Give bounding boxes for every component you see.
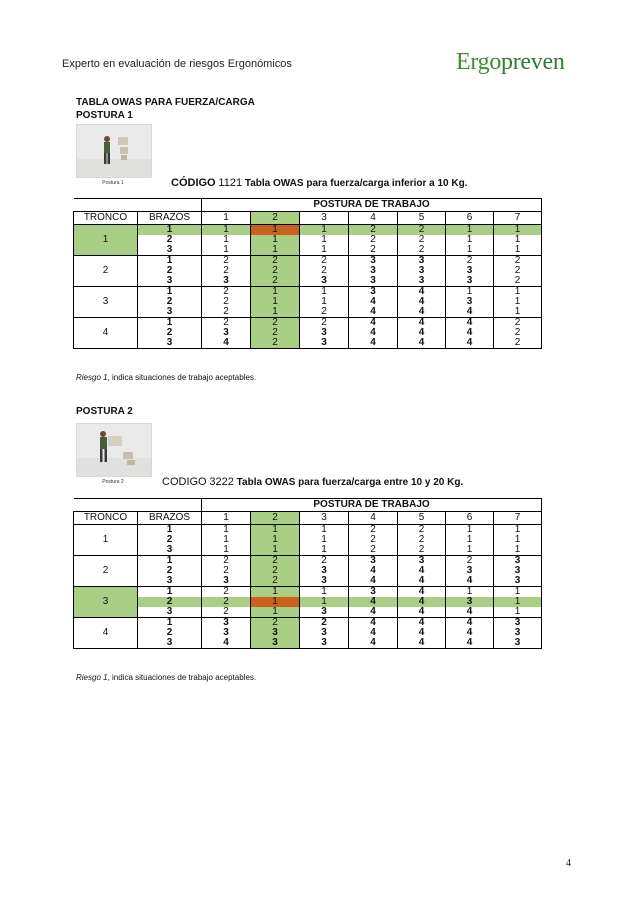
section1-code-line (171, 177, 468, 189)
risk-value-cell: 3 (202, 628, 251, 638)
worker-lifting-icon (77, 424, 151, 476)
risk-value-cell: 1 (300, 587, 349, 598)
brazo-cell: 2 (138, 597, 202, 607)
risk-value-cell: 1 (202, 535, 251, 545)
brazos-header: BRAZOS (138, 212, 202, 225)
risk-value-cell: 1 (494, 525, 542, 536)
risk-value-cell: 3 (398, 266, 446, 276)
ergopreven-logo (456, 49, 565, 76)
risk-value-cell: 2 (494, 256, 542, 267)
risk-value-cell: 4 (349, 338, 398, 349)
risk-value-cell: 1 (251, 535, 300, 545)
risk-value-cell: 1 (446, 235, 494, 245)
brazo-cell: 2 (138, 566, 202, 576)
risk-value-cell: 2 (398, 235, 446, 245)
tronco-cell: 3 (74, 287, 138, 318)
postura2-photo (76, 423, 152, 477)
risk-value-cell: 4 (398, 566, 446, 576)
risk-value-cell: 3 (398, 256, 446, 267)
brazo-cell: 3 (138, 276, 202, 287)
risk-value-cell: 1 (446, 545, 494, 556)
brazo-cell: 3 (138, 338, 202, 349)
risk-value-cell: 4 (349, 618, 398, 629)
risk-value-cell: 2 (251, 276, 300, 287)
risk-value-cell: 1 (300, 225, 349, 236)
risk-value-cell: 4 (446, 607, 494, 618)
postura-col-header: 1 (202, 212, 251, 225)
postura-col-header: 2 (251, 212, 300, 225)
section2-code-number: 3222 (209, 476, 234, 488)
postura1-photo-caption: Postura 1 (102, 180, 124, 186)
risk-value-cell: 1 (494, 297, 542, 307)
risk-value-cell: 4 (398, 287, 446, 298)
postura-header: POSTURA DE TRABAJO (202, 199, 542, 212)
brazo-cell: 1 (138, 587, 202, 598)
risk-value-cell: 3 (398, 556, 446, 567)
risk-value-cell: 1 (251, 587, 300, 598)
risk-value-cell: 4 (446, 328, 494, 338)
risk-value-cell: 4 (349, 307, 398, 318)
document-header-title: Experto en evaluación de riesgos Ergonómicos (62, 58, 292, 70)
section2-note-rest: , indica situaciones de trabajo aceptables. (107, 673, 257, 682)
postura-col-header: 1 (202, 512, 251, 525)
section1-note-italic: Riesgo 1 (76, 373, 108, 382)
page-number: 4 (566, 858, 571, 869)
brazo-cell: 2 (138, 628, 202, 638)
risk-value-cell: 4 (398, 307, 446, 318)
brazo-cell: 1 (138, 225, 202, 236)
section1-heading: TABLA OWAS PARA FUERZA/CARGA (76, 97, 255, 108)
risk-value-cell: 2 (398, 225, 446, 236)
risk-value-cell: 3 (202, 576, 251, 587)
risk-value-cell: 4 (446, 618, 494, 629)
risk-value-cell: 3 (494, 566, 542, 576)
section2-risk-note (76, 673, 256, 682)
blank-cell (74, 499, 202, 512)
risk-value-cell: 3 (300, 338, 349, 349)
section2-code-prefix: CODIGO (162, 476, 207, 488)
risk-value-cell: 2 (251, 576, 300, 587)
section2-code-desc: Tabla OWAS para fuerza/carga entre 10 y 20 Kg. (236, 477, 464, 488)
section2-code-line (162, 476, 463, 488)
risk-value-cell: 1 (202, 245, 251, 256)
risk-value-cell: 1 (494, 287, 542, 298)
risk-value-cell: 1 (494, 307, 542, 318)
risk-value-cell: 4 (398, 576, 446, 587)
risk-value-cell: 4 (349, 576, 398, 587)
risk-value-cell: 2 (202, 297, 251, 307)
brazo-cell: 3 (138, 607, 202, 618)
brazo-cell: 2 (138, 235, 202, 245)
risk-value-cell: 1 (251, 297, 300, 307)
risk-value-cell: 3 (300, 638, 349, 649)
postura-col-header: 4 (349, 212, 398, 225)
risk-value-cell: 4 (349, 297, 398, 307)
risk-value-cell: 1 (251, 545, 300, 556)
risk-value-cell: 2 (251, 266, 300, 276)
risk-value-cell: 3 (202, 618, 251, 629)
postura1-photo (76, 124, 152, 178)
risk-value-cell: 2 (300, 618, 349, 629)
risk-value-cell: 2 (494, 276, 542, 287)
risk-value-cell: 4 (349, 607, 398, 618)
tronco-header: TRONCO (74, 212, 138, 225)
risk-value-cell: 4 (446, 628, 494, 638)
risk-value-cell: 4 (349, 566, 398, 576)
risk-value-cell: 3 (300, 276, 349, 287)
risk-value-cell: 2 (446, 556, 494, 567)
risk-value-cell: 4 (349, 638, 398, 649)
section1-note-rest: , indica situaciones de trabajo aceptables. (107, 373, 257, 382)
risk-value-cell: 2 (251, 256, 300, 267)
postura-col-header: 7 (494, 212, 542, 225)
risk-value-cell: 1 (202, 235, 251, 245)
risk-value-cell: 3 (349, 266, 398, 276)
risk-value-cell: 3 (446, 266, 494, 276)
tronco-cell: 2 (74, 256, 138, 287)
section2-note-italic: Riesgo 1 (76, 673, 108, 682)
risk-value-cell: 3 (202, 328, 251, 338)
risk-value-cell: 4 (398, 318, 446, 329)
risk-value-cell: 3 (300, 576, 349, 587)
risk-value-cell: 2 (349, 545, 398, 556)
risk-value-cell: 4 (349, 597, 398, 607)
risk-value-cell: 2 (202, 556, 251, 567)
risk-value-cell: 2 (300, 266, 349, 276)
section1-code-number: 1121 (218, 177, 243, 189)
risk-value-cell: 2 (494, 318, 542, 329)
postura-col-header: 5 (398, 212, 446, 225)
postura-col-header: 3 (300, 512, 349, 525)
risk-value-cell: 1 (494, 535, 542, 545)
tronco-cell: 1 (74, 225, 138, 256)
section1-code-prefix: CÓDIGO (171, 177, 216, 189)
risk-value-cell: 4 (446, 338, 494, 349)
section1-subheading: POSTURA 1 (76, 110, 133, 121)
risk-value-cell: 1 (251, 307, 300, 318)
brazo-cell: 2 (138, 297, 202, 307)
risk-value-cell: 4 (349, 628, 398, 638)
risk-value-cell: 1 (202, 545, 251, 556)
risk-value-cell: 3 (446, 276, 494, 287)
risk-value-cell: 1 (494, 545, 542, 556)
risk-value-cell: 4 (349, 318, 398, 329)
tronco-cell: 4 (74, 318, 138, 349)
risk-value-cell: 1 (251, 245, 300, 256)
risk-value-cell: 4 (398, 328, 446, 338)
risk-value-cell: 1 (446, 245, 494, 256)
section-heading (76, 96, 255, 122)
risk-value-cell: 2 (349, 235, 398, 245)
risk-value-cell: 3 (251, 628, 300, 638)
section2-subheading: POSTURA 2 (76, 406, 133, 417)
risk-value-cell: 3 (494, 638, 542, 649)
brazo-cell: 2 (138, 535, 202, 545)
risk-value-cell: 1 (202, 225, 251, 236)
risk-value-cell: 3 (494, 618, 542, 629)
risk-value-cell: 1 (300, 525, 349, 536)
risk-value-cell: 4 (398, 338, 446, 349)
risk-value-cell: 1 (300, 245, 349, 256)
risk-value-cell: 1 (300, 297, 349, 307)
brazo-cell: 1 (138, 287, 202, 298)
risk-value-cell: 2 (202, 607, 251, 618)
risk-value-cell: 1 (300, 535, 349, 545)
risk-value-cell: 2 (251, 556, 300, 567)
risk-value-cell: 2 (202, 266, 251, 276)
risk-value-cell: 2 (349, 535, 398, 545)
owas-table-1 (73, 198, 542, 349)
risk-value-cell: 2 (494, 266, 542, 276)
risk-value-cell: 3 (349, 287, 398, 298)
risk-value-cell: 4 (446, 576, 494, 587)
blank-cell (74, 199, 202, 212)
risk-value-cell: 1 (494, 235, 542, 245)
risk-value-cell: 3 (446, 566, 494, 576)
risk-value-cell: 3 (494, 556, 542, 567)
brazo-cell: 1 (138, 618, 202, 629)
risk-value-cell: 2 (202, 318, 251, 329)
worker-figure-icon (77, 125, 151, 177)
risk-value-cell: 4 (398, 618, 446, 629)
risk-value-cell: 1 (494, 587, 542, 598)
risk-value-cell: 3 (398, 276, 446, 287)
risk-value-cell: 2 (202, 587, 251, 598)
risk-value-cell: 4 (398, 597, 446, 607)
risk-value-cell: 2 (202, 256, 251, 267)
risk-value-cell: 1 (446, 587, 494, 598)
risk-value-cell: 1 (251, 287, 300, 298)
risk-value-cell: 1 (251, 225, 300, 236)
brazo-cell: 2 (138, 328, 202, 338)
postura-header: POSTURA DE TRABAJO (202, 499, 542, 512)
risk-value-cell: 2 (398, 525, 446, 536)
brazo-cell: 1 (138, 556, 202, 567)
risk-value-cell: 2 (398, 545, 446, 556)
logo-prefix: Ergo (456, 49, 502, 75)
risk-value-cell: 1 (251, 597, 300, 607)
risk-value-cell: 1 (202, 525, 251, 536)
risk-value-cell: 4 (446, 318, 494, 329)
tronco-cell: 1 (74, 525, 138, 556)
risk-value-cell: 3 (349, 256, 398, 267)
risk-value-cell: 2 (300, 256, 349, 267)
risk-value-cell: 3 (494, 628, 542, 638)
risk-value-cell: 3 (494, 576, 542, 587)
risk-value-cell: 4 (398, 587, 446, 598)
risk-value-cell: 1 (446, 225, 494, 236)
brazo-cell: 3 (138, 245, 202, 256)
risk-value-cell: 3 (349, 276, 398, 287)
risk-value-cell: 3 (300, 628, 349, 638)
risk-value-cell: 2 (300, 556, 349, 567)
risk-value-cell: 2 (251, 566, 300, 576)
brazo-cell: 3 (138, 545, 202, 556)
risk-value-cell: 1 (494, 607, 542, 618)
risk-value-cell: 4 (398, 638, 446, 649)
risk-value-cell: 2 (349, 245, 398, 256)
risk-value-cell: 3 (251, 638, 300, 649)
risk-value-cell: 4 (398, 297, 446, 307)
risk-value-cell: 2 (494, 328, 542, 338)
risk-value-cell: 4 (398, 607, 446, 618)
risk-value-cell: 1 (251, 235, 300, 245)
risk-value-cell: 2 (494, 338, 542, 349)
brazo-cell: 3 (138, 307, 202, 318)
brazo-cell: 3 (138, 638, 202, 649)
section1-risk-note (76, 373, 256, 382)
risk-value-cell: 2 (398, 245, 446, 256)
postura-col-header: 5 (398, 512, 446, 525)
risk-value-cell: 1 (446, 287, 494, 298)
postura-col-header: 3 (300, 212, 349, 225)
risk-value-cell: 1 (300, 235, 349, 245)
risk-value-cell: 2 (251, 338, 300, 349)
risk-value-cell: 4 (349, 328, 398, 338)
risk-value-cell: 1 (494, 245, 542, 256)
risk-value-cell: 3 (446, 297, 494, 307)
brazo-cell: 1 (138, 525, 202, 536)
risk-value-cell: 4 (398, 628, 446, 638)
risk-value-cell: 1 (251, 607, 300, 618)
risk-value-cell: 3 (349, 587, 398, 598)
risk-value-cell: 2 (398, 535, 446, 545)
risk-value-cell: 2 (251, 618, 300, 629)
risk-value-cell: 2 (202, 597, 251, 607)
risk-value-cell: 4 (202, 338, 251, 349)
brazo-cell: 3 (138, 576, 202, 587)
risk-value-cell: 2 (202, 307, 251, 318)
risk-value-cell: 4 (446, 307, 494, 318)
risk-value-cell: 2 (300, 318, 349, 329)
risk-value-cell: 2 (300, 307, 349, 318)
postura2-photo-caption: Postura 2 (102, 479, 124, 485)
risk-value-cell: 2 (251, 328, 300, 338)
risk-value-cell: 3 (300, 607, 349, 618)
postura-col-header: 2 (251, 512, 300, 525)
risk-value-cell: 2 (202, 566, 251, 576)
risk-value-cell: 1 (300, 287, 349, 298)
risk-value-cell: 2 (202, 287, 251, 298)
risk-value-cell: 1 (494, 597, 542, 607)
postura-col-header: 4 (349, 512, 398, 525)
risk-value-cell: 1 (446, 525, 494, 536)
tronco-cell: 3 (74, 587, 138, 618)
risk-value-cell: 3 (446, 597, 494, 607)
risk-value-cell: 1 (494, 225, 542, 236)
brazo-cell: 2 (138, 266, 202, 276)
risk-value-cell: 2 (349, 525, 398, 536)
postura-col-header: 6 (446, 512, 494, 525)
risk-value-cell: 3 (349, 556, 398, 567)
risk-value-cell: 1 (300, 597, 349, 607)
risk-value-cell: 2 (446, 256, 494, 267)
risk-value-cell: 3 (300, 566, 349, 576)
risk-value-cell: 1 (251, 525, 300, 536)
postura-col-header: 6 (446, 212, 494, 225)
risk-value-cell: 1 (300, 545, 349, 556)
brazo-cell: 1 (138, 256, 202, 267)
risk-value-cell: 1 (446, 535, 494, 545)
tronco-cell: 4 (74, 618, 138, 649)
postura-col-header: 7 (494, 512, 542, 525)
section1-code-desc: Tabla OWAS para fuerza/carga inferior a 10 Kg. (244, 178, 468, 189)
owas-table-2 (73, 498, 542, 649)
risk-value-cell: 2 (251, 318, 300, 329)
tronco-header: TRONCO (74, 512, 138, 525)
tronco-cell: 2 (74, 556, 138, 587)
brazos-header: BRAZOS (138, 512, 202, 525)
risk-value-cell: 4 (446, 638, 494, 649)
logo-suffix: preven (501, 49, 565, 75)
risk-value-cell: 3 (300, 328, 349, 338)
risk-value-cell: 3 (202, 276, 251, 287)
risk-value-cell: 2 (349, 225, 398, 236)
brazo-cell: 1 (138, 318, 202, 329)
risk-value-cell: 4 (202, 638, 251, 649)
